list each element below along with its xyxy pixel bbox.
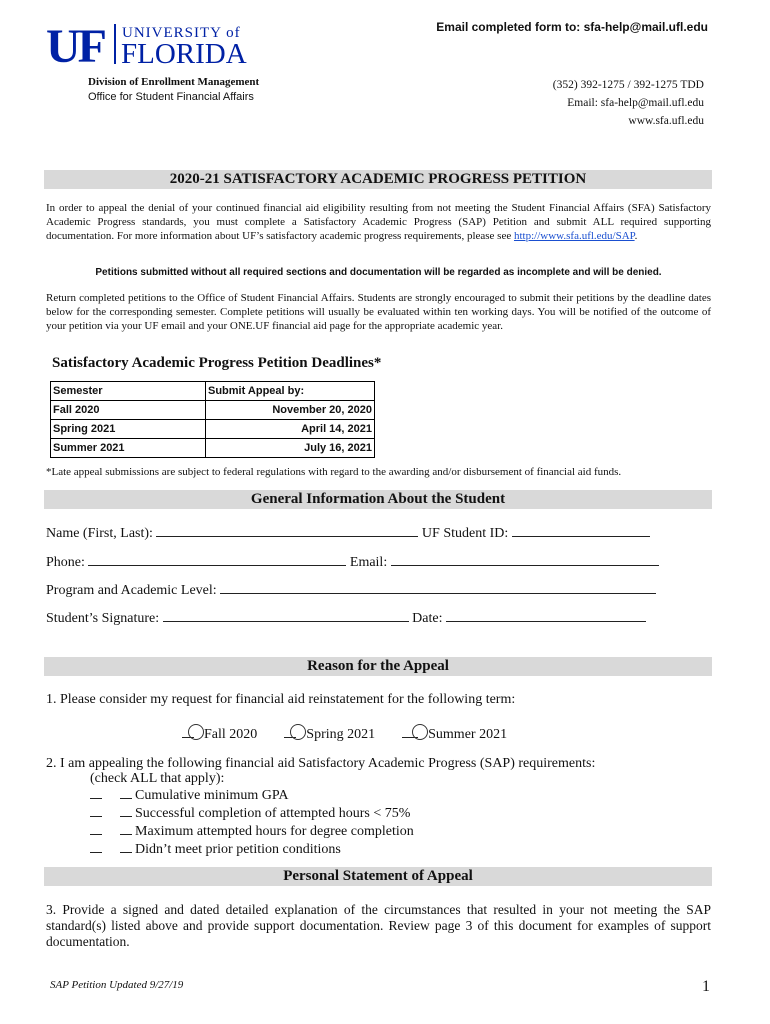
email-completed-note: Email completed form to: sfa-help@mail.ufl.edu	[436, 20, 708, 34]
table-header-submit: Submit Appeal by:	[206, 382, 375, 401]
term-fall-label: Fall 2020	[204, 727, 258, 742]
page-title: 2020-21 SATISFACTORY ACADEMIC PROGRESS PETITION	[44, 170, 712, 189]
program-label: Program and Academic Level:	[46, 583, 217, 598]
list-item[interactable]	[90, 840, 414, 858]
table-header-row	[51, 382, 375, 401]
table-cell-date: November 20, 2020	[206, 401, 375, 420]
signature-label: Student’s Signature:	[46, 611, 160, 626]
updated-note: SAP Petition Updated 9/27/19	[50, 979, 184, 991]
logo-university-text: UNIVERSITY of	[122, 25, 241, 41]
term-spring-option[interactable]	[284, 727, 375, 742]
question-2: 2. I am appealing the following financial aid Satisfactory Academic Progress (SAP) requirements:	[46, 756, 596, 771]
intro-paragraph	[46, 201, 711, 243]
table-row	[51, 439, 375, 458]
term-spring-radio[interactable]	[290, 724, 306, 740]
department-info	[88, 75, 259, 105]
contact-website: www.sfa.ufl.edu	[628, 115, 704, 127]
table-row	[51, 401, 375, 420]
option-label: Cumulative minimum GPA	[135, 788, 289, 803]
page-number: 1	[702, 978, 710, 995]
sap-requirements-list	[90, 786, 414, 858]
table-cell-semester: Spring 2021	[51, 420, 206, 439]
term-summer-radio[interactable]	[412, 724, 428, 740]
contact-info	[553, 76, 704, 130]
office-name: Office for Student Financial Affairs	[88, 91, 254, 103]
section-general-title: General Information About the Student	[44, 490, 712, 509]
return-paragraph: Return completed petitions to the Office of Student Financial Affairs. Students are strongly encouraged to submit their petitions by the deadline dates below for the corresponding semester. Complete petitions will usually be evaluated within ten working days. You will be notified of the outcome of your petition via your UF email and your ONE.UF financial aid page for the appropriate academic year.	[46, 292, 711, 332]
table-row	[51, 420, 375, 439]
intro-text: In order to appeal the denial of your continued financial aid eligibility resulting from not meeting the Student Financial Affairs (SFA) Satisfactory Academic Progress standards, you must complete a Satisfactory Academic Progress (SAP) Petition and submit ALL required supporting documentation. For more information about UF’s satisfactory academic progress requirements, please see	[46, 202, 711, 242]
logo-uf-text: UF	[46, 20, 104, 70]
question-2-sub: (check ALL that apply):	[90, 771, 225, 786]
program-field[interactable]	[220, 581, 656, 594]
late-appeal-footnote: *Late appeal submissions are subject to federal regulations with regard to the awarding and/or disbursement of financial aid funds.	[46, 466, 622, 478]
logo-florida-text: FLORIDA	[121, 38, 247, 70]
program-row	[46, 581, 656, 599]
list-item[interactable]	[90, 786, 414, 804]
phone-field[interactable]	[88, 553, 346, 566]
intro-end: .	[634, 230, 638, 242]
email-label: Email:	[349, 555, 388, 570]
term-options	[182, 724, 507, 743]
term-spring-label: Spring 2021	[306, 727, 376, 742]
table-header-semester: Semester	[51, 382, 206, 401]
name-field[interactable]	[156, 524, 418, 537]
signature-field[interactable]	[163, 609, 409, 622]
deadlines-table	[50, 381, 375, 458]
term-summer-label: Summer 2021	[428, 727, 508, 742]
uf-logo	[46, 20, 276, 70]
section-reason-title: Reason for the Appeal	[44, 657, 712, 676]
division-name: Division of Enrollment Management	[88, 76, 260, 88]
date-label: Date:	[412, 611, 443, 626]
phone-label: Phone:	[46, 555, 85, 570]
list-item[interactable]	[90, 804, 414, 822]
table-cell-date: July 16, 2021	[206, 439, 375, 458]
name-label: Name (First, Last):	[46, 526, 153, 541]
name-row	[46, 524, 650, 542]
sap-link[interactable]: http://www.sfa.ufl.edu/SAP	[513, 230, 635, 242]
table-cell-semester: Fall 2020	[51, 401, 206, 420]
signature-row	[46, 609, 646, 627]
option-label: Successful completion of attempted hours < 75%	[135, 806, 411, 821]
student-id-field[interactable]	[512, 524, 650, 537]
table-cell-date: April 14, 2021	[206, 420, 375, 439]
term-summer-option[interactable]	[402, 727, 507, 742]
section-statement-title: Personal Statement of Appeal	[44, 867, 712, 886]
email-field[interactable]	[391, 553, 659, 566]
date-field[interactable]	[446, 609, 646, 622]
question-3: 3. Provide a signed and dated detailed explanation of the circumstances that resulted in your not meeting the SAP standard(s) listed above and provide support documentation. Review page 3 of this document for examples of support documentation.	[46, 902, 711, 949]
contact-phone: (352) 392-1275 / 392-1275 TDD	[552, 79, 704, 91]
term-fall-option[interactable]	[182, 727, 257, 742]
contact-email: Email: sfa-help@mail.ufl.edu	[567, 97, 704, 109]
deadlines-title: Satisfactory Academic Progress Petition Deadlines*	[52, 355, 382, 371]
option-label: Didn’t meet prior petition conditions	[135, 842, 341, 857]
option-label: Maximum attempted hours for degree completion	[135, 824, 414, 839]
phone-row	[46, 553, 659, 571]
table-cell-semester: Summer 2021	[51, 439, 206, 458]
incomplete-warning: Petitions submitted without all required sections and documentation will be regarded as incomplete and will be denied.	[95, 267, 662, 278]
term-fall-radio[interactable]	[188, 724, 204, 740]
question-1: 1. Please consider my request for financial aid reinstatement for the following term:	[46, 692, 516, 707]
list-item[interactable]	[90, 822, 414, 840]
student-id-label: UF Student ID:	[421, 526, 509, 541]
